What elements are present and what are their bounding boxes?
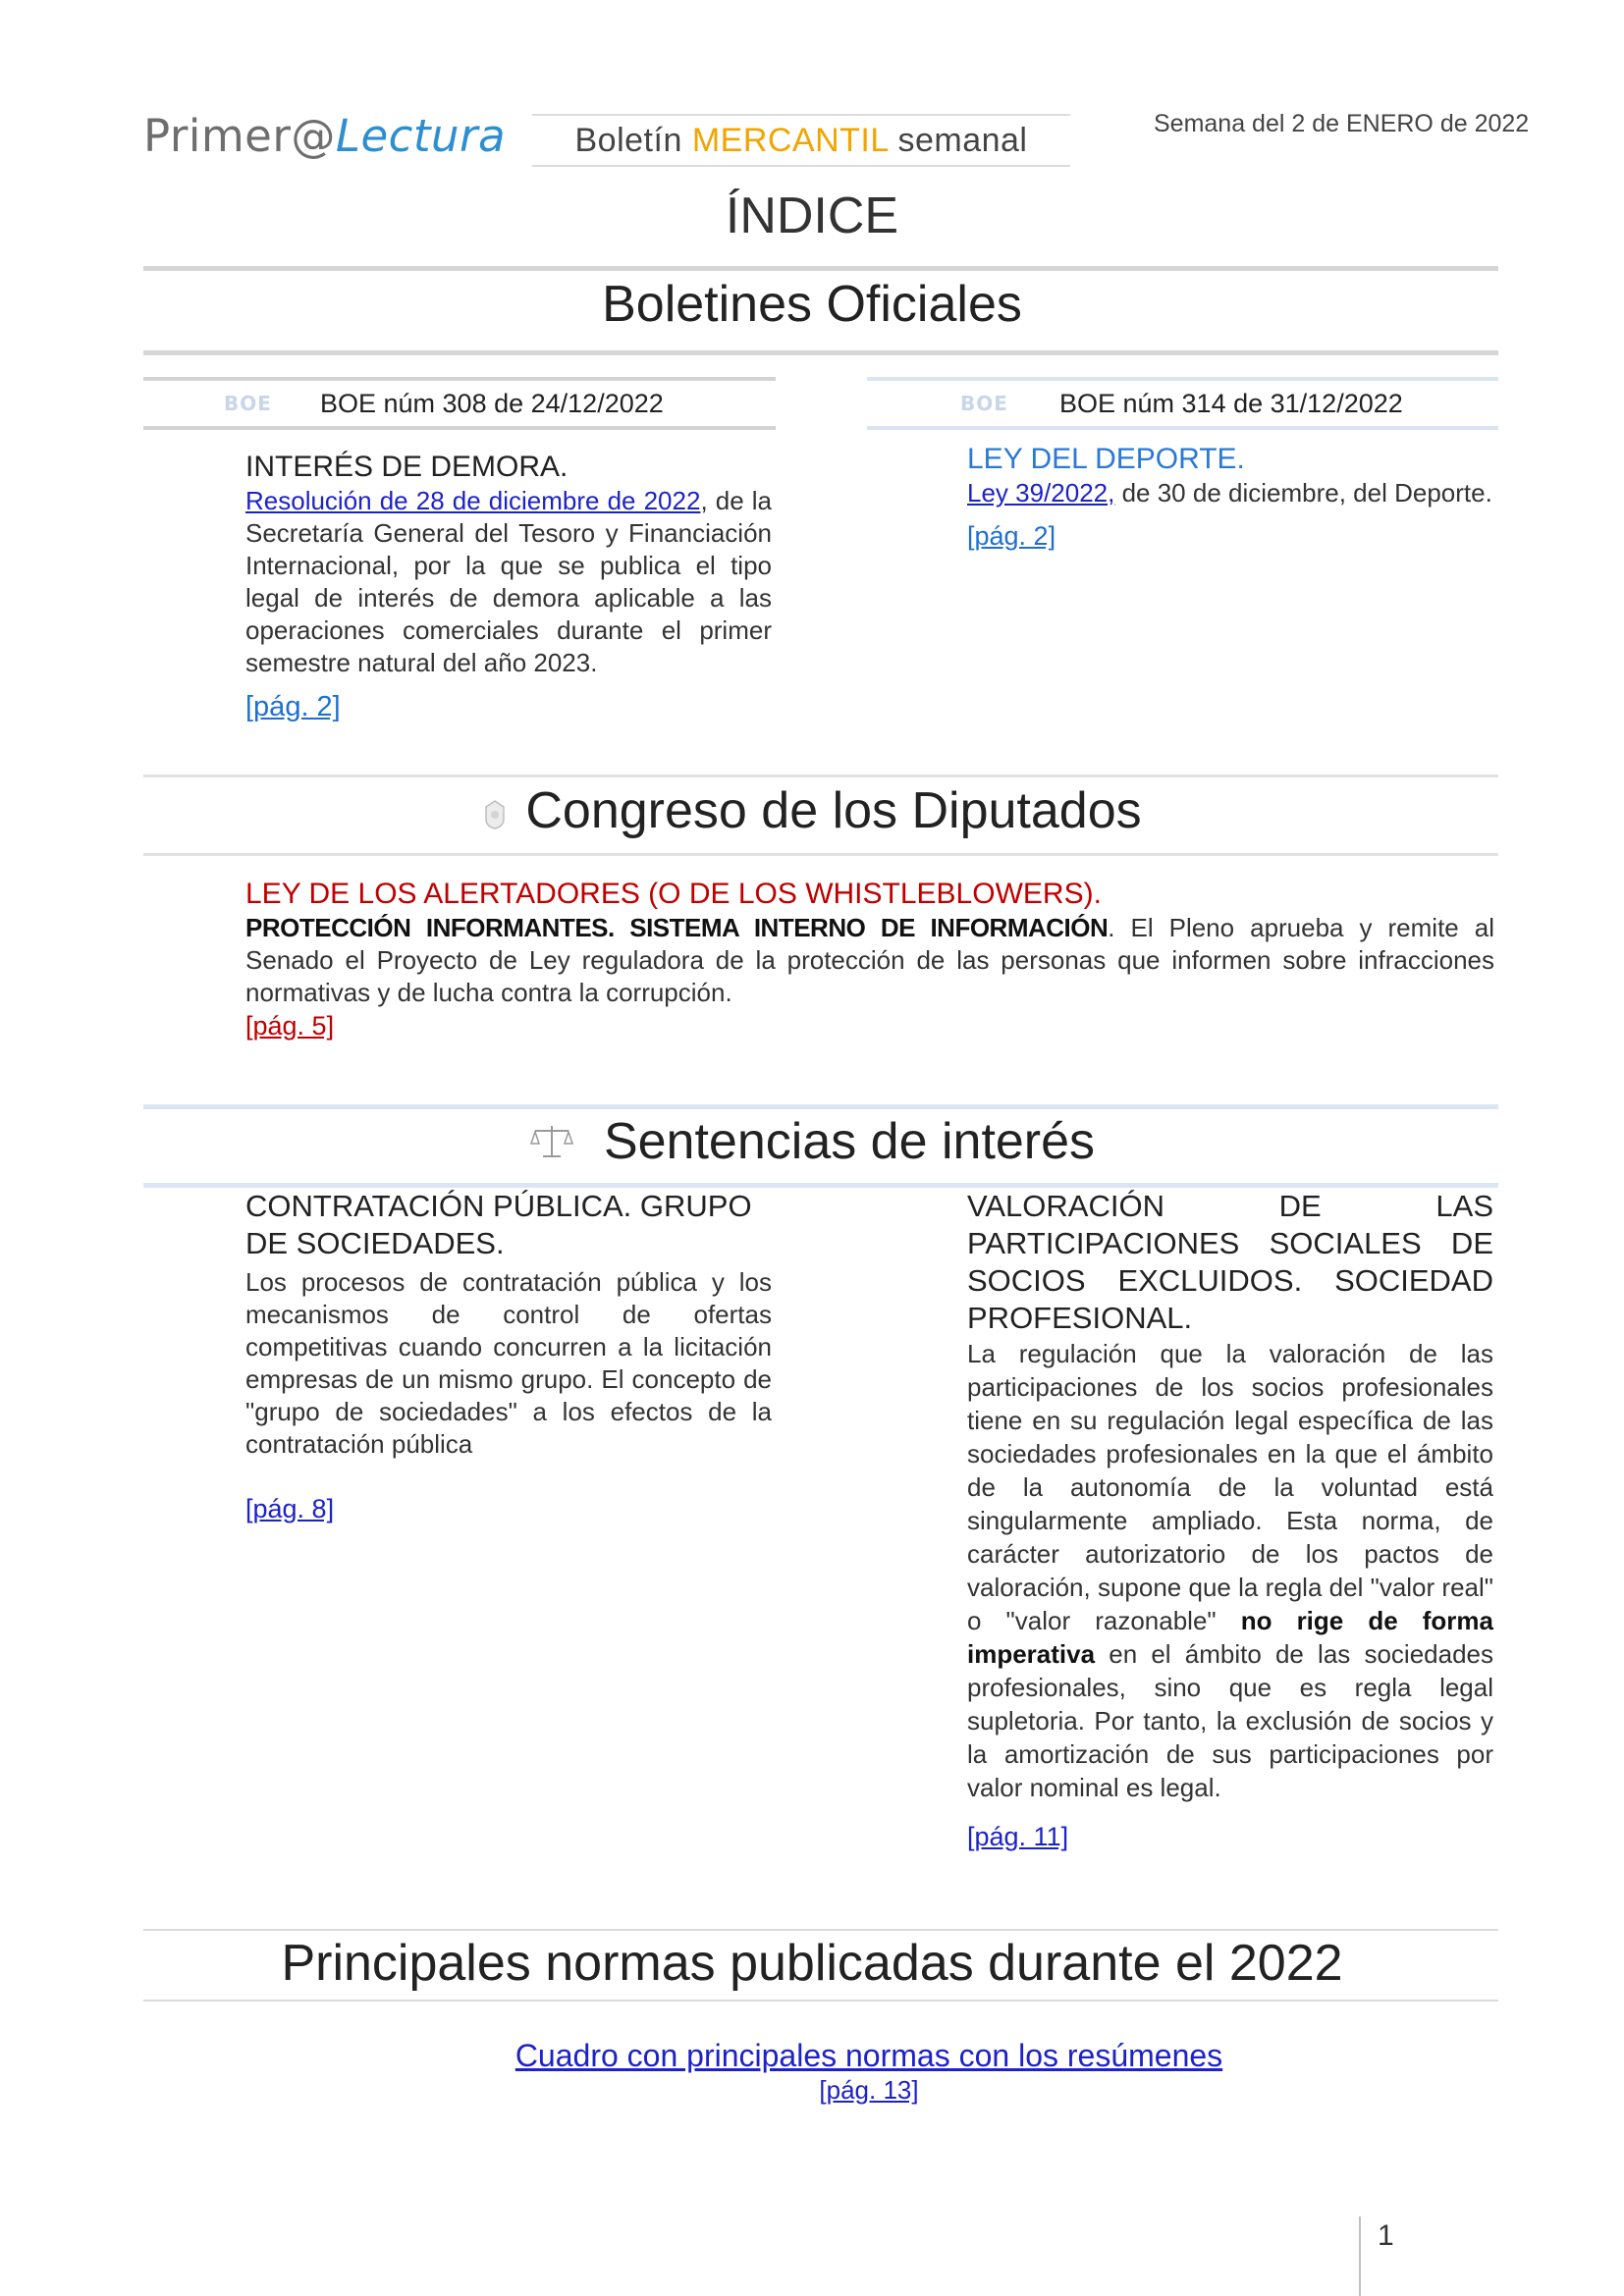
page-ref [967,521,1493,552]
item-title: INTERÉS DE DEMORA. [245,451,568,483]
page-ref [0,2075,1624,2105]
logo-at-text: @ [291,110,336,162]
item-text-rest: , de la Secretaría General del Tesoro y Financiación Internacional, por la que se publica el tipo legal de interés de demora aplicable a las operaciones comerciales durante el primer semestre natural del año 2023. [245,486,773,677]
page-link[interactable]: [pág. 8] [245,1494,335,1523]
week-date: Semana del 2 de ENERO de 2022 [1154,110,1530,137]
bulletin-title [532,114,1070,167]
boe-left-item [245,450,772,723]
item-text-rest: . El Pleno aprueba y remite al Senado el Proyecto de Ley reguladora de la protección de las personas que informen sobre infracciones normativas y de lucha contra la corrupción. [245,913,1494,1007]
boe-header-left-text: BOE núm 308 de 24/12/2022 [320,389,664,418]
boe-header-right [867,377,1498,430]
section-title-sentencias [0,1112,1624,1174]
item-text-part-2: en el ámbito de las sociedades profesionales, sino que es regla legal supletoria. Por tanto, la exclusión de socios y la amortización de sus participaciones por valor nominal es legal. [967,1639,1493,1802]
page-number-bar [1359,2216,1361,2296]
resolucion-link[interactable]: Resolución de 28 de diciembre de 2022 [245,486,701,515]
ley-link[interactable]: Ley 39/2022, [967,478,1115,507]
item-text [967,477,1493,509]
boe-icon: BOE [960,392,1008,415]
page-number: 1 [1378,2219,1394,2252]
bulletin-post: semanal [888,122,1028,159]
item-text [967,1337,1493,1804]
bulletin-mercantil: MERCANTIL [691,122,889,159]
item-bold-lead: PROTECCIÓN INFORMANTES. SISTEMA INTERNO DE INFORMACIÓN [245,913,1109,942]
boe-header-right-text: BOE núm 314 de 31/12/2022 [1059,389,1403,418]
divider [143,853,1498,856]
divider [143,350,1498,355]
bulletin-pre: Boletín [574,122,692,159]
item-text [245,485,772,679]
divider [143,2000,1498,2002]
index-title: ÍNDICE [725,187,899,244]
logo-primer-text: Primer [143,110,292,162]
page-link[interactable]: [pág. 13] [819,2075,919,2105]
page-link[interactable]: [pág. 5] [245,1011,335,1041]
page-link[interactable]: [pág. 2] [245,691,341,722]
sentencia-left-item [245,1188,772,1524]
page-link[interactable]: [pág. 11] [967,1822,1069,1851]
cuadro-normas-link[interactable]: Cuadro con principales normas con los resúmenes [514,2038,1223,2073]
congreso-item [245,877,1494,1041]
item-title: CONTRATACIÓN PÚBLICA. GRUPO DE SOCIEDADES. [245,1189,752,1260]
item-text-part-1: La regulación que la valoración de las participaciones de los socios profesionales tiene en su regulación legal específica de las sociedades profesionales en la que el ámbito de la autonomía de la voluntad está singularmente ampliado. Esta norma, de carácter autorizatorio de los pactos de valoración, supone que la regla del "valor real" o "valor razonable" [967,1339,1493,1635]
item-title: VALORACIÓN DE LAS PARTICIPACIONES SOCIALES DE SOCIOS EXCLUIDOS. SOCIEDAD PROFESIONAL. [967,1189,1493,1335]
item-text-rest: de 30 de diciembre, del Deporte. [1114,478,1492,507]
primera-lectura-logo [143,110,506,162]
item-text [245,912,1494,1009]
item-text: Los procesos de contratación pública y los mecanismos de control de ofertas competitivas cuando concurren a la licitación empresas de un mismo grupo. El concepto de "grupo de sociedades" a los efectos de la contratación pública [245,1267,772,1459]
congreso-title-text: Congreso de los Diputados [525,782,1142,839]
page-ref [245,691,772,723]
page-ref [245,1011,1494,1041]
divider [143,774,1498,777]
section-title-normas: Principales normas publicadas durante el 2022 [281,1935,1343,1992]
section-title-congreso [0,781,1624,843]
item-title: LEY DE LOS ALERTADORES (O DE LOS WHISTLEBLOWERS). [245,878,1102,910]
boe-header-left [143,377,776,430]
page-ref [245,1494,772,1524]
boe-icon: BOE [224,392,272,415]
scales-of-justice-icon [529,1115,574,1174]
divider [143,1104,1498,1109]
page-link[interactable]: [pág. 2] [967,521,1056,551]
page-ref [967,1822,1493,1852]
item-text-bold: no rige de forma imperativa [967,1606,1493,1669]
sentencias-title-text: Sentencias de interés [603,1113,1096,1170]
item-title: LEY DEL DEPORTE. [967,443,1245,475]
sentencia-right-item [967,1188,1493,1852]
boe-right-item [967,442,1493,552]
divider [143,266,1498,271]
divider [143,1929,1498,1931]
logo-lectura-text: Lectura [335,110,507,162]
normas-link-wrap [0,2036,1624,2075]
section-title-boletines: Boletines Oficiales [602,276,1022,333]
normas-link-block [0,2036,1624,2105]
congreso-emblem-icon [482,784,508,843]
